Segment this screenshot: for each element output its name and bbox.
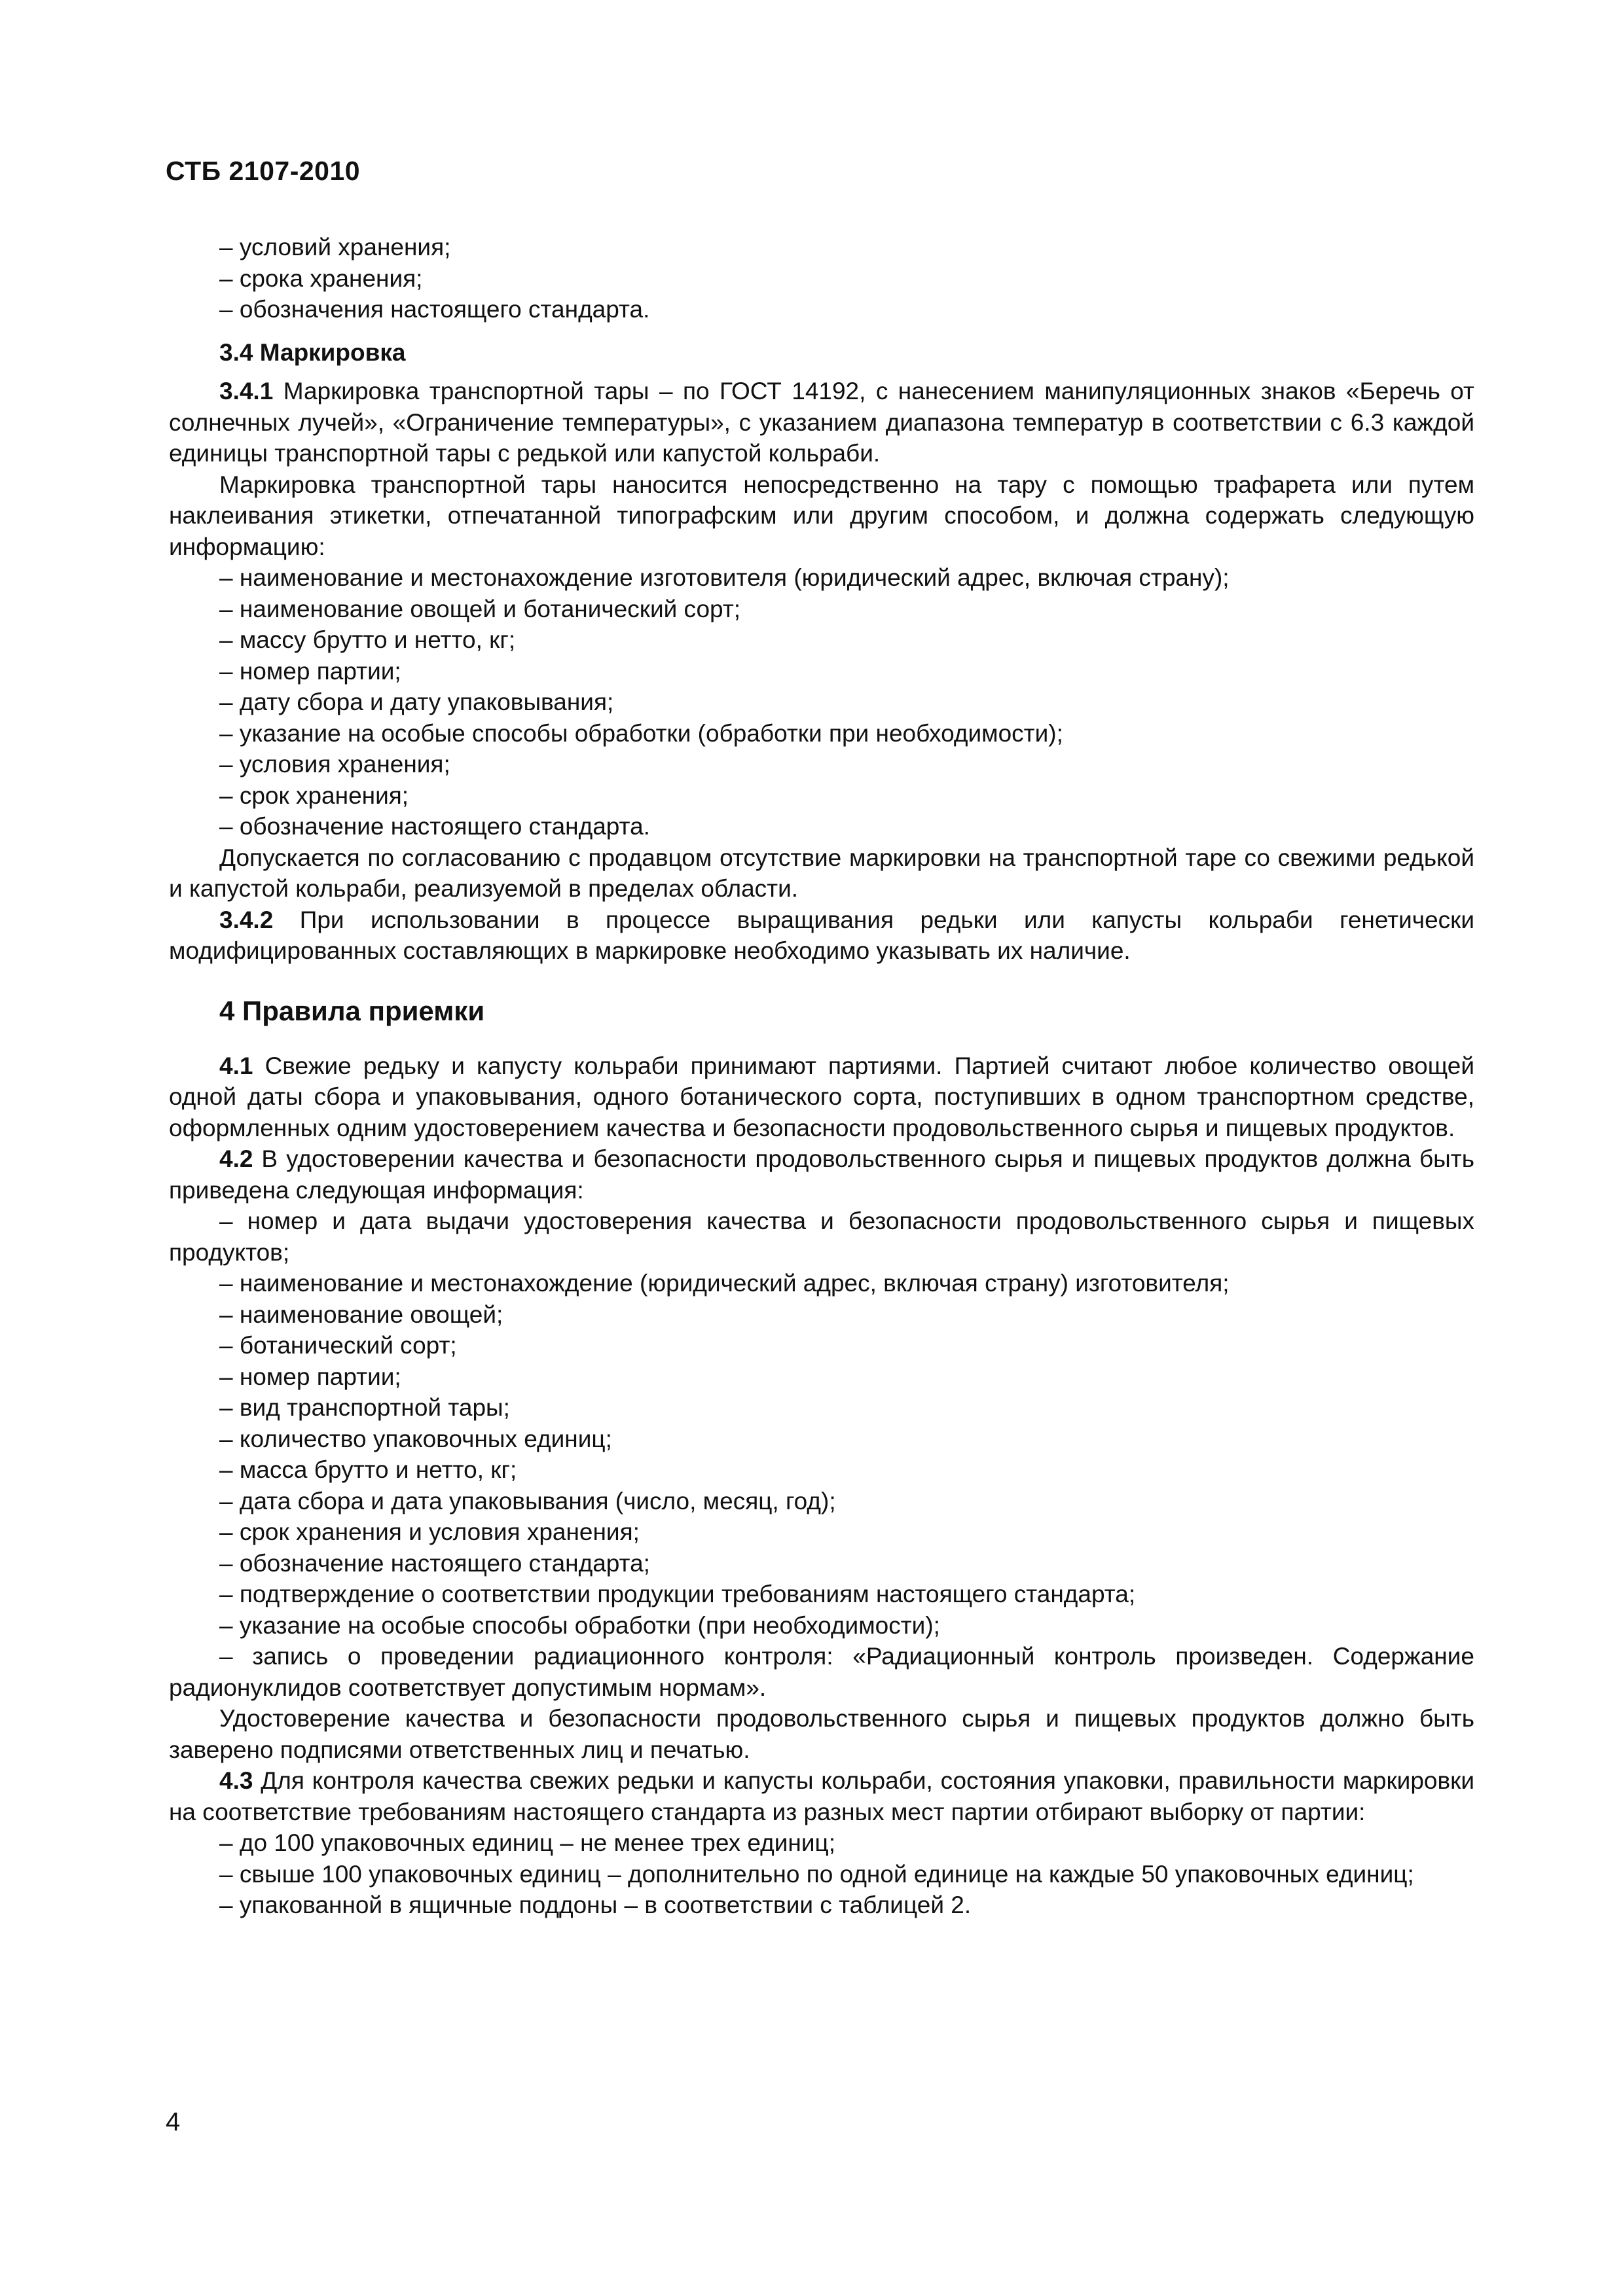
paragraph-4-3 — [169, 1765, 1474, 1827]
paragraph-certificate: Удостоверение качества и безопасности продовольственного сырья и пищевых продуктов должно быть заверено подписями ответственных лиц и печатью. — [169, 1705, 1474, 1763]
clause-number: 3.4.2 — [219, 906, 274, 933]
list-item: – номер партии; — [219, 657, 401, 685]
list-item: – массу брутто и нетто, кг; — [219, 626, 516, 653]
list-item: – масса брутто и нетто, кг; — [219, 1456, 517, 1483]
list-item: – обозначение настоящего стандарта. — [219, 813, 650, 840]
list-item: – вид транспортной тары; — [219, 1394, 510, 1421]
paragraph-3-4-2 — [169, 905, 1474, 967]
paragraph-marking: Маркировка транспортной тары наносится непосредственно на тару с помощью трафарета или путем наклеивания этикетки, отпечатанной типографским или другим способом, и должна содержать следующую информацию: — [169, 471, 1474, 560]
list-item: – указание на особые способы обработки (при необходимости); — [219, 1611, 940, 1639]
list-item: – срок хранения; — [219, 781, 409, 809]
clause-text: Для контроля качества свежих редьки и капусты кольраби, состояния упаковки, правильности маркировки на соответствие требованиям настоящего стандарта из разных мест партии отбирают выборку от партии: — [169, 1767, 1474, 1825]
list-item: – подтверждение о соответствии продукции требованиям настоящего стандарта; — [219, 1581, 1136, 1607]
paragraph-4-1 — [169, 1050, 1474, 1144]
clause-number: 3.4.1 — [219, 378, 274, 404]
list-item: – наименование овощей; — [219, 1300, 503, 1328]
section-4-heading: 4 Правила приемки — [219, 995, 485, 1026]
list-item: – срока хранения; — [219, 264, 423, 292]
paragraph-3-4-1 — [169, 376, 1474, 469]
paragraph-4-2 — [169, 1143, 1474, 1206]
list-item: – запись о проведении радиационного контроля: «Радиационный контроль произведен. Содержание радионуклидов соответствует допустимым нормам». — [169, 1643, 1474, 1701]
list-item: – условия хранения; — [219, 751, 450, 778]
list-item: – дата сбора и дата упаковывания (число, месяц, год); — [219, 1487, 836, 1515]
list-item: – упакованной в ящичные поддоны – в соответствии с таблицей 2. — [219, 1892, 972, 1918]
clause-number: 4.2 — [219, 1145, 253, 1172]
list-item: – до 100 упаковочных единиц – не менее трех единиц; — [219, 1829, 835, 1856]
clause-text: Свежие редьку и капусту кольраби принимают партиями. Партией считают любое количество овощей одной даты сбора и упаковывания, одного ботанического сорта, поступивших в одном транспортном средстве, оформленных одним удостоверением качества и безопасности продовольственного сырья и пищевых продуктов. — [169, 1052, 1474, 1141]
list-item: – обозначения настоящего стандарта. — [219, 296, 650, 323]
list-item: – свыше 100 упаковочных единиц – дополнительно по одной единице на каждые 50 упаковочных единиц; — [219, 1860, 1414, 1888]
list-item: – ботанический сорт; — [219, 1332, 457, 1359]
clause-number: 4.1 — [219, 1052, 253, 1079]
clause-text: Маркировка транспортной тары – по ГОСТ 14192, с нанесением манипуляционных знаков «Беречь от солнечных лучей», «Ограничение температуры», с указанием диапазона температур в соответствии с 6.3 каждой единицы транспортной тары с редькой или капустой кольраби. — [169, 378, 1474, 467]
page-number: 4 — [166, 2108, 181, 2136]
document-header: СТБ 2107-2010 — [166, 156, 361, 186]
list-item: – количество упаковочных единиц; — [219, 1425, 612, 1452]
list-item: – номер и дата выдачи удостоверения качества и безопасности продовольственного сырья и пищевых продуктов; — [169, 1208, 1474, 1266]
section-3-4-heading: 3.4 Маркировка — [219, 338, 406, 366]
list-item: – наименование и местонахождение изготовителя (юридический адрес, включая страну); — [219, 564, 1230, 591]
list-item: – указание на особые способы обработки (обработки при необходимости); — [219, 719, 1063, 747]
clause-text: При использовании в процессе выращивания редьки или капусты кольраби генетически модифицированных составляющих в маркировке необходимо указывать их наличие. — [169, 906, 1474, 964]
list-item: – срок хранения и условия хранения; — [219, 1518, 640, 1545]
clause-text: В удостоверении качества и безопасности продовольственного сырья и пищевых продуктов должна быть приведена следующая информация: — [169, 1145, 1474, 1204]
list-item: – наименование и местонахождение (юридический адрес, включая страну) изготовителя; — [219, 1270, 1230, 1297]
list-item: – обозначение настоящего стандарта; — [219, 1549, 650, 1577]
document-body — [169, 232, 1474, 1921]
paragraph-allowed: Допускается по согласованию с продавцом отсутствие маркировки на транспортной таре со свежими редькой и капустой кольраби, реализуемой в пределах области. — [169, 844, 1474, 902]
list-item: – номер партии; — [219, 1363, 401, 1390]
list-item: – дату сбора и дату упаковывания; — [219, 689, 614, 715]
list-item: – наименование овощей и ботанический сорт; — [219, 595, 741, 622]
list-item: – условий хранения; — [219, 234, 451, 260]
clause-number: 4.3 — [219, 1767, 253, 1794]
